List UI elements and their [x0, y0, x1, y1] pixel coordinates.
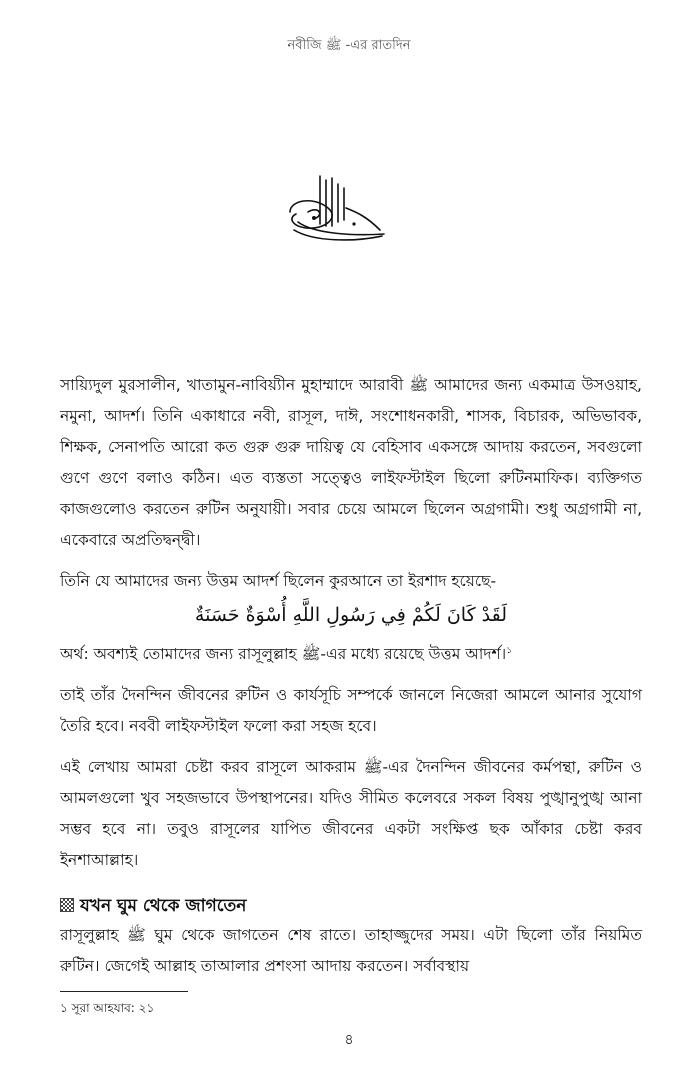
section-heading-text: যখন ঘুম থেকে জাগতেন [80, 896, 247, 916]
translation-text: অর্থ: অবশ্যই তোমাদের জন্য রাসূলুল্লাহ ﷺ-এর মধ্যে রয়েছে উত্তম আদর্শ। [60, 645, 507, 663]
paragraph-intro: সায়্যিদুল মুরসালীন, খাতামুন-নাবিয়্যীন মুহাম্মাদে আরাবী ﷺ আমাদের জন্য একমাত্র উসওয়াহ, নমুনা, আদর্শ। তিনি একাধারে নবী, রাসূল, দাঈ, সংশোধনকারী, শাসক, বিচারক, অভিভাবক, শিক্ষক, সেনাপতি আরো কত গুরু গুরু দায়িত্ব যে বেহিসাব একসঙ্গে আদায় করতেন, সবগুলো গুণে গুণে বলাও কঠিন। এত ব্যস্ততা সত্ত্বেও লাইফস্টাইল ছিলো রুটিনমাফিক। ব্যক্তিগত কাজগুলোও করতেন রুটিন অনুযায়ী। সবার চেয়ে আমলে ছিলেন অগ্রগামী। শুধু অগ্রগামী না, একেবারে অপ্রতিদ্বন্দ্বী। [60, 376, 642, 549]
paragraph-quran-intro: তিনি যে আমাদের জন্য উত্তম আদর্শ ছিলেন কুরআনে তা ইরশাদ হয়েছে- [60, 572, 497, 590]
paragraph-plan: এই লেখায় আমরা চেষ্টা করব রাসূলে আকরাম ﷺ-এর দৈনন্দিন জীবনের কর্মপন্থা, রুটিন ও আমলগুলো খুব সহজভাবে উপস্থাপনের। যদিও সীমিত কলেবরে সকল বিষয় পুঙ্খানুপুঙ্খ আনা সম্ভব হবে না। তবুও রাসূলের যাপিত জীবনের একটা সংক্ষিপ্ত ছক আঁকার চেষ্টা করব ইনশাআল্লাহ। [60, 758, 642, 869]
footnote-marker[interactable]: ১ [506, 645, 513, 656]
verse-translation [60, 639, 642, 670]
paragraph-purpose: তাই তাঁর দৈনন্দিন জীবনের রুটিন ও কার্যসূচি সম্পর্কে জানলে নিজেরা আমলে আনার সুযোগ তৈরি হবে। নববী লাইফস্টাইল ফলো করা সহজ হবে। [60, 686, 642, 735]
paragraph-waking: রাসূলুল্লাহ ﷺ ঘুম থেকে জাগতেন শেষ রাতে। তাহাজ্জুদের সময়। এটা ছিলো তাঁর নিয়মিত রুটিন। জেগেই আল্লাহ তাআলার প্রশংসা আদায় করতেন। সর্বাবস্থায় [60, 926, 642, 975]
bismillah-calligraphy-icon [284, 172, 388, 244]
footnote: ১ সূরা আহযাব: ২১ [60, 1001, 155, 1015]
main-text [60, 370, 642, 992]
section-heading [60, 892, 642, 920]
page-number: ৪ [344, 1032, 354, 1048]
footnote-divider [60, 991, 188, 992]
arabic-verse: لَقَدْ كَانَ لَكُمْ فِي رَسُولِ اللَّهِ أُسْوَةٌ حَسَنَةٌ [194, 604, 508, 626]
ornament-bullet-icon [60, 898, 74, 912]
running-title: নবীজি ﷺ -এর রাতদিন [287, 38, 411, 53]
